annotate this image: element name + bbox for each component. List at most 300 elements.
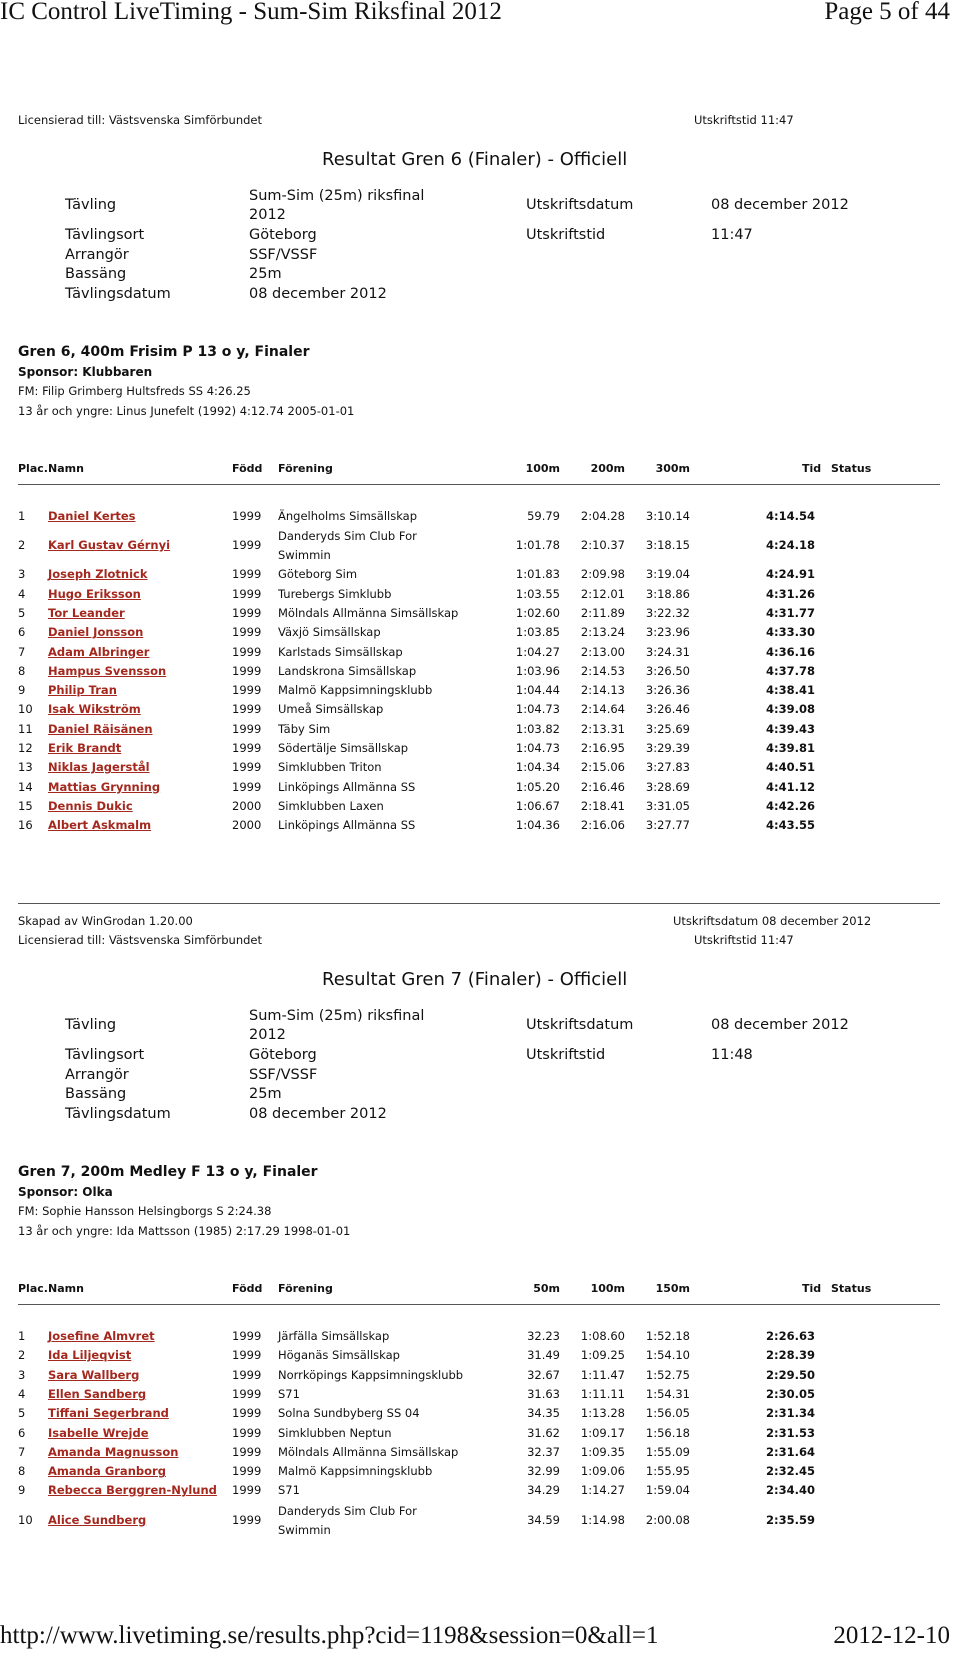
athlete-name-link[interactable]: Adam Albringer [48,644,150,659]
row-birth-year: 2000 [232,798,262,813]
page-number: Page 5 of 44 [824,0,950,25]
event-sponsor: Sponsor: Klubbaren [18,365,153,379]
athlete-name-link[interactable]: Daniel Jonsson [48,625,144,640]
athlete-name-link[interactable]: Ellen Sandberg [48,1386,147,1401]
row-place: 15 [18,798,33,813]
athlete-name-link[interactable]: Amanda Magnusson [48,1444,179,1459]
row-final-time: 4:39.43 [766,721,815,736]
row-final-time: 4:42.26 [766,798,815,813]
row-split-1: 59.79 [527,509,560,523]
table-header [0,462,960,481]
row-final-time: 2:29.50 [766,1367,815,1382]
row-final-time: 2:34.40 [766,1483,815,1498]
row-final-time: 4:24.18 [766,538,815,553]
row-split-1: 31.49 [527,1348,560,1363]
value-bassang: 25m [249,1086,282,1102]
table-row [0,1329,960,1348]
row-place: 9 [18,1483,26,1498]
table-row [0,1464,960,1483]
section-footer-rule [18,903,940,904]
row-split-3: 1:55.95 [645,1464,690,1479]
table-row [0,625,960,644]
row-place: 10 [18,702,33,717]
row-split-2: 2:04.28 [580,509,625,523]
table-row [0,587,960,606]
label-arrangor: Arrangör [65,247,129,263]
row-place: 1 [18,1329,26,1343]
row-place: 7 [18,1444,26,1459]
row-club: Landskrona Simsällskap [278,663,417,678]
label-utskriftstid: Utskriftstid [526,1047,606,1063]
row-final-time: 2:32.45 [766,1464,815,1479]
row-club: Simklubben Neptun [278,1425,392,1440]
row-split-2: 1:14.27 [580,1483,625,1498]
label-utskriftstid: Utskriftstid [526,227,606,243]
row-club: Turebergs Simklubb [278,586,392,601]
row-final-time: 2:26.63 [766,1329,815,1343]
table-row [0,683,960,702]
row-split-2: 2:16.95 [580,741,625,755]
row-place: 6 [18,1425,26,1440]
col-namn: Namn [48,462,84,475]
row-split-2: 1:09.17 [580,1425,625,1440]
row-split-2: 2:09.98 [580,567,625,582]
row-birth-year: 1999 [232,1464,262,1479]
table-row [0,567,960,586]
row-split-2: 1:11.11 [580,1386,625,1401]
table-row [0,702,960,721]
value-bassang: 25m [249,266,282,282]
row-birth-year: 1999 [232,625,262,640]
row-split-2: 2:10.37 [580,538,625,553]
col-split-1: 50m [533,1282,560,1295]
row-birth-year: 1999 [232,779,262,794]
label-bassang: Bassäng [65,1086,127,1102]
row-split-3: 2:00.08 [645,1512,690,1527]
row-split-2: 1:14.98 [580,1512,625,1527]
row-final-time: 4:39.08 [766,702,815,717]
athlete-name-link[interactable]: Hugo Eriksson [48,586,141,601]
row-split-1: 1:04.27 [515,644,560,659]
row-split-2: 2:11.89 [580,605,625,620]
label-tavlingsdatum: Tävlingsdatum [65,286,171,302]
row-club: Täby Sim [278,721,331,736]
row-place: 8 [18,663,26,678]
table-row [0,760,960,779]
row-birth-year: 1999 [232,760,262,775]
row-split-1: 1:02.60 [515,605,560,620]
col-fodd: Född [232,1282,263,1295]
row-final-time: 4:31.26 [766,586,815,601]
row-place: 16 [18,818,33,833]
row-place: 11 [18,721,33,736]
row-birth-year: 1999 [232,586,262,601]
value-arrangor: SSF/VSSF [249,1067,318,1083]
row-split-2: 2:14.13 [580,683,625,698]
row-birth-year: 1999 [232,1348,262,1363]
row-split-1: 1:06.67 [515,798,560,813]
row-split-1: 31.62 [527,1425,560,1440]
row-split-3: 1:54.10 [645,1348,690,1363]
row-split-3: 1:56.05 [645,1406,690,1421]
footer-date: 2012-12-10 [833,1622,950,1649]
col-plac: Plac. [18,462,48,475]
row-split-3: 3:28.69 [645,779,690,794]
document-header-title: IC Control LiveTiming - Sum-Sim Riksfinal 2012 [0,0,502,25]
row-final-time: 4:36.16 [766,644,815,659]
label-tavling: Tävling [65,197,117,213]
row-split-1: 31.63 [527,1386,560,1401]
col-status: Status [831,462,872,475]
athlete-name-link[interactable]: Karl Gustav Gérnyi [48,538,171,553]
table-row [0,799,960,818]
athlete-name-link[interactable]: Joseph Zlotnick [48,567,148,582]
row-place: 4 [18,586,26,601]
row-split-1: 1:03.85 [515,625,560,640]
row-place: 10 [18,1512,33,1527]
row-split-2: 1:09.06 [580,1464,625,1479]
label-tavlingsort: Tävlingsort [65,1047,145,1063]
row-split-3: 3:19.04 [645,567,690,582]
row-split-2: 2:16.46 [580,779,625,794]
row-club: Danderyds Sim Club For [278,1503,417,1518]
row-birth-year: 1999 [232,644,262,659]
athlete-name-link[interactable]: Daniel Räisänen [48,721,153,736]
row-split-3: 1:52.18 [645,1329,690,1343]
row-place: 5 [18,605,26,620]
table-row [0,1483,960,1502]
col-forening: Förening [278,462,333,475]
row-final-time: 2:35.59 [766,1512,815,1527]
row-split-3: 3:25.69 [645,721,690,736]
row-place: 4 [18,1386,26,1401]
row-split-1: 1:01.78 [515,538,560,553]
row-split-1: 1:04.36 [515,818,560,833]
value-tavlingsort: Göteborg [249,1047,317,1063]
row-final-time: 2:30.05 [766,1386,815,1401]
row-split-3: 3:29.39 [645,741,690,755]
row-split-3: 3:27.77 [645,818,690,833]
row-split-3: 3:24.31 [645,644,690,659]
row-club: Växjö Simsällskap [278,625,381,640]
footer-url: http://www.livetiming.se/results.php?cid=1198&session=0&all=1 [0,1622,659,1649]
value-tavling-line1: Sum-Sim (25m) riksfinal [249,1008,425,1024]
value-tavling-line2: 2012 [249,207,286,223]
row-birth-year: 1999 [232,663,262,678]
row-club: Malmö Kappsimningsklubb [278,1464,433,1479]
event-name: Gren 7, 200m Medley F 13 o y, Finaler [18,1164,318,1180]
row-place: 1 [18,509,26,523]
row-split-2: 2:13.00 [580,644,625,659]
row-split-2: 2:13.24 [580,625,625,640]
table-row [0,606,960,625]
table-row [0,722,960,741]
row-birth-year: 2000 [232,818,262,833]
row-birth-year: 1999 [232,741,262,755]
athlete-name-link[interactable]: Ida Liljeqvist [48,1348,132,1363]
row-club: Mölndals Allmänna Simsällskap [278,605,459,620]
row-birth-year: 1999 [232,1512,262,1527]
row-birth-year: 1999 [232,1386,262,1401]
value-utskriftstid: 11:47 [711,227,753,243]
row-club: Mölndals Allmänna Simsällskap [278,1444,459,1459]
row-split-1: 32.99 [527,1464,560,1479]
row-split-3: 1:59.04 [645,1483,690,1498]
row-place: 14 [18,779,33,794]
athlete-name-link[interactable]: Daniel Kertes [48,509,136,523]
row-split-3: 1:54.31 [645,1386,690,1401]
row-birth-year: 1999 [232,1444,262,1459]
row-club: Malmö Kappsimningsklubb [278,683,433,698]
row-final-time: 4:38.41 [766,683,815,698]
table-row [0,1387,960,1406]
row-place: 9 [18,683,26,698]
row-final-time: 4:40.51 [766,760,815,775]
table-header [0,1282,960,1301]
row-place: 2 [18,538,26,553]
row-split-1: 34.29 [527,1483,560,1498]
row-split-1: 1:04.44 [515,683,560,698]
row-final-time: 4:41.12 [766,779,815,794]
label-utskriftsdatum: Utskriftsdatum [526,197,634,213]
row-place: 3 [18,1367,26,1382]
label-tavlingsdatum: Tävlingsdatum [65,1106,171,1122]
row-club: Järfälla Simsällskap [278,1329,390,1343]
row-split-3: 3:31.05 [645,798,690,813]
row-final-time: 2:31.64 [766,1444,815,1459]
row-final-time: 4:43.55 [766,818,815,833]
row-split-2: 2:12.01 [580,586,625,601]
athlete-name-link[interactable]: Mattias Grynning [48,779,161,794]
event-name: Gren 6, 400m Frisim P 13 o y, Finaler [18,344,310,360]
athlete-name-link[interactable]: Isabelle Wrejde [48,1425,149,1440]
row-split-2: 2:14.53 [580,663,625,678]
results-title: Resultat Gren 6 (Finaler) - Officiell [322,149,628,170]
value-arrangor: SSF/VSSF [249,247,318,263]
footer-print-date: Utskriftsdatum 08 december 2012 [673,914,872,928]
row-place: 7 [18,644,26,659]
row-split-3: 3:26.36 [645,683,690,698]
table-header-rule [18,1304,940,1305]
athlete-name-link[interactable]: Dennis Dukic [48,798,133,813]
col-fodd: Född [232,462,263,475]
athlete-name-link[interactable]: Alice Sundberg [48,1512,147,1527]
row-split-1: 1:03.55 [515,586,560,601]
age-record: 13 år och yngre: Linus Junefelt (1992) 4:12.74 2005-01-01 [18,404,355,418]
col-namn: Namn [48,1282,84,1295]
table-row [0,645,960,664]
event-sponsor: Sponsor: Olka [18,1185,113,1199]
row-place: 8 [18,1464,26,1479]
row-club: S71 [278,1483,300,1498]
row-final-time: 2:31.34 [766,1406,815,1421]
fm-record: FM: Sophie Hansson Helsingborgs S 2:24.38 [18,1204,272,1218]
row-final-time: 4:39.81 [766,741,815,755]
row-club-line2: Swimmin [278,1522,331,1537]
col-split-2: 200m [590,462,625,475]
athlete-name-link[interactable]: Albert Askmalm [48,818,152,833]
value-tavling-line1: Sum-Sim (25m) riksfinal [249,188,425,204]
row-birth-year: 1999 [232,538,262,553]
row-split-3: 1:56.18 [645,1425,690,1440]
row-split-1: 1:04.34 [515,760,560,775]
row-split-1: 1:05.20 [515,779,560,794]
label-utskriftsdatum: Utskriftsdatum [526,1017,634,1033]
table-row [0,509,960,528]
row-final-time: 4:14.54 [766,509,815,523]
row-birth-year: 1999 [232,702,262,717]
row-birth-year: 1999 [232,1406,262,1421]
row-split-1: 1:01.83 [515,567,560,582]
row-final-time: 4:33.30 [766,625,815,640]
row-final-time: 4:37.78 [766,663,815,678]
row-place: 2 [18,1348,26,1363]
row-place: 13 [18,760,33,775]
row-split-3: 3:22.32 [645,605,690,620]
row-split-3: 3:23.96 [645,625,690,640]
col-split-2: 100m [590,1282,625,1295]
row-club: Göteborg Sim [278,567,358,582]
row-place: 3 [18,567,26,582]
col-tid: Tid [802,462,822,475]
row-split-3: 3:18.86 [645,586,690,601]
col-plac: Plac. [18,1282,48,1295]
col-split-1: 100m [525,462,560,475]
row-place: 12 [18,741,33,755]
row-split-1: 1:03.96 [515,663,560,678]
value-utskriftsdatum: 08 december 2012 [711,1017,849,1033]
row-club: Södertälje Simsällskap [278,741,409,755]
row-birth-year: 1999 [232,567,262,582]
print-time-top: Utskriftstid 11:47 [694,113,794,127]
row-club: S71 [278,1386,300,1401]
table-row [0,780,960,799]
row-final-time: 4:24.91 [766,567,815,582]
value-tavlingsdatum: 08 december 2012 [249,286,387,302]
athlete-name-link[interactable]: Isak Wikström [48,702,141,717]
table-row [0,1445,960,1464]
table-row [0,1348,960,1367]
row-birth-year: 1999 [232,1425,262,1440]
fm-record: FM: Filip Grimberg Hultsfreds SS 4:26.25 [18,384,251,398]
row-split-3: 1:55.09 [645,1444,690,1459]
row-split-3: 3:27.83 [645,760,690,775]
row-split-2: 1:09.35 [580,1444,625,1459]
athlete-name-link[interactable]: Amanda Granborg [48,1464,166,1479]
row-final-time: 2:28.39 [766,1348,815,1363]
value-utskriftstid: 11:48 [711,1047,753,1063]
athlete-name-link[interactable]: Rebecca Berggren-Nylund [48,1483,217,1498]
row-club: Höganäs Simsällskap [278,1348,400,1363]
row-split-2: 2:16.06 [580,818,625,833]
table-row [0,818,960,837]
athlete-name-link[interactable]: Tor Leander [48,605,125,620]
col-tid: Tid [802,1282,822,1295]
print-time-top: Utskriftstid 11:47 [694,933,794,947]
row-split-1: 32.67 [527,1367,560,1382]
row-split-1: 34.35 [527,1406,560,1421]
row-split-2: 1:08.60 [580,1329,625,1343]
row-split-2: 1:13.28 [580,1406,625,1421]
athlete-name-link[interactable]: Hampus Svensson [48,663,167,678]
row-split-2: 1:11.47 [580,1367,625,1382]
results-title: Resultat Gren 7 (Finaler) - Officiell [322,969,628,990]
athlete-name-link[interactable]: Niklas Jagerstål [48,760,150,775]
row-club: Norrköpings Kappsimningsklubb [278,1367,464,1382]
row-club: Karlstads Simsällskap [278,644,403,659]
table-row [0,664,960,683]
col-status: Status [831,1282,872,1295]
row-club: Simklubben Triton [278,760,382,775]
row-club: Ängelholms Simsällskap [278,509,418,523]
label-arrangor: Arrangör [65,1067,129,1083]
row-final-time: 4:31.77 [766,605,815,620]
license-text: Licensierad till: Västsvenska Simförbundet [18,933,263,947]
table-row [0,1406,960,1425]
row-club: Umeå Simsällskap [278,702,384,717]
col-split-3: 300m [655,462,690,475]
age-record: 13 år och yngre: Ida Mattsson (1985) 2:17.29 1998-01-01 [18,1224,351,1238]
table-row [0,1426,960,1445]
athlete-name-link[interactable]: Josefine Almvret [48,1329,155,1343]
row-split-3: 3:10.14 [645,509,690,523]
row-split-1: 1:04.73 [515,741,560,755]
row-club-line2: Swimmin [278,548,331,563]
athlete-name-link[interactable]: Philip Tran [48,683,117,698]
row-birth-year: 1999 [232,509,262,523]
table-row [0,1368,960,1387]
row-place: 6 [18,625,26,640]
row-split-1: 1:03.82 [515,721,560,736]
row-split-2: 2:18.41 [580,798,625,813]
row-birth-year: 1999 [232,605,262,620]
row-birth-year: 1999 [232,1483,262,1498]
value-tavlingsort: Göteborg [249,227,317,243]
label-bassang: Bassäng [65,266,127,282]
row-split-2: 1:09.25 [580,1348,625,1363]
col-split-3: 150m [655,1282,690,1295]
row-split-1: 32.23 [527,1329,560,1343]
row-club: Linköpings Allmänna SS [278,818,416,833]
row-split-3: 3:26.50 [645,663,690,678]
value-tavlingsdatum: 08 december 2012 [249,1106,387,1122]
table-header-rule [18,484,940,485]
row-split-2: 2:13.31 [580,721,625,736]
athlete-name-link[interactable]: Erik Brandt [48,741,122,755]
athlete-name-link[interactable]: Tiffani Segerbrand [48,1406,169,1421]
row-birth-year: 1999 [232,1367,262,1382]
table-row [0,529,960,563]
table-row [0,1503,960,1537]
row-birth-year: 1999 [232,683,262,698]
value-tavling-line2: 2012 [249,1027,286,1043]
row-split-2: 2:14.64 [580,702,625,717]
label-tavling: Tävling [65,1017,117,1033]
athlete-name-link[interactable]: Sara Wallberg [48,1367,140,1382]
row-split-1: 1:04.73 [515,702,560,717]
col-forening: Förening [278,1282,333,1295]
row-club: Solna Sundbyberg SS 04 [278,1406,420,1421]
row-club: Danderyds Sim Club For [278,529,417,544]
row-birth-year: 1999 [232,1329,262,1343]
row-birth-year: 1999 [232,721,262,736]
row-split-3: 3:18.15 [645,538,690,553]
row-club: Simklubben Laxen [278,798,384,813]
row-final-time: 2:31.53 [766,1425,815,1440]
row-place: 5 [18,1406,26,1421]
label-tavlingsort: Tävlingsort [65,227,145,243]
row-split-1: 34.59 [527,1512,560,1527]
